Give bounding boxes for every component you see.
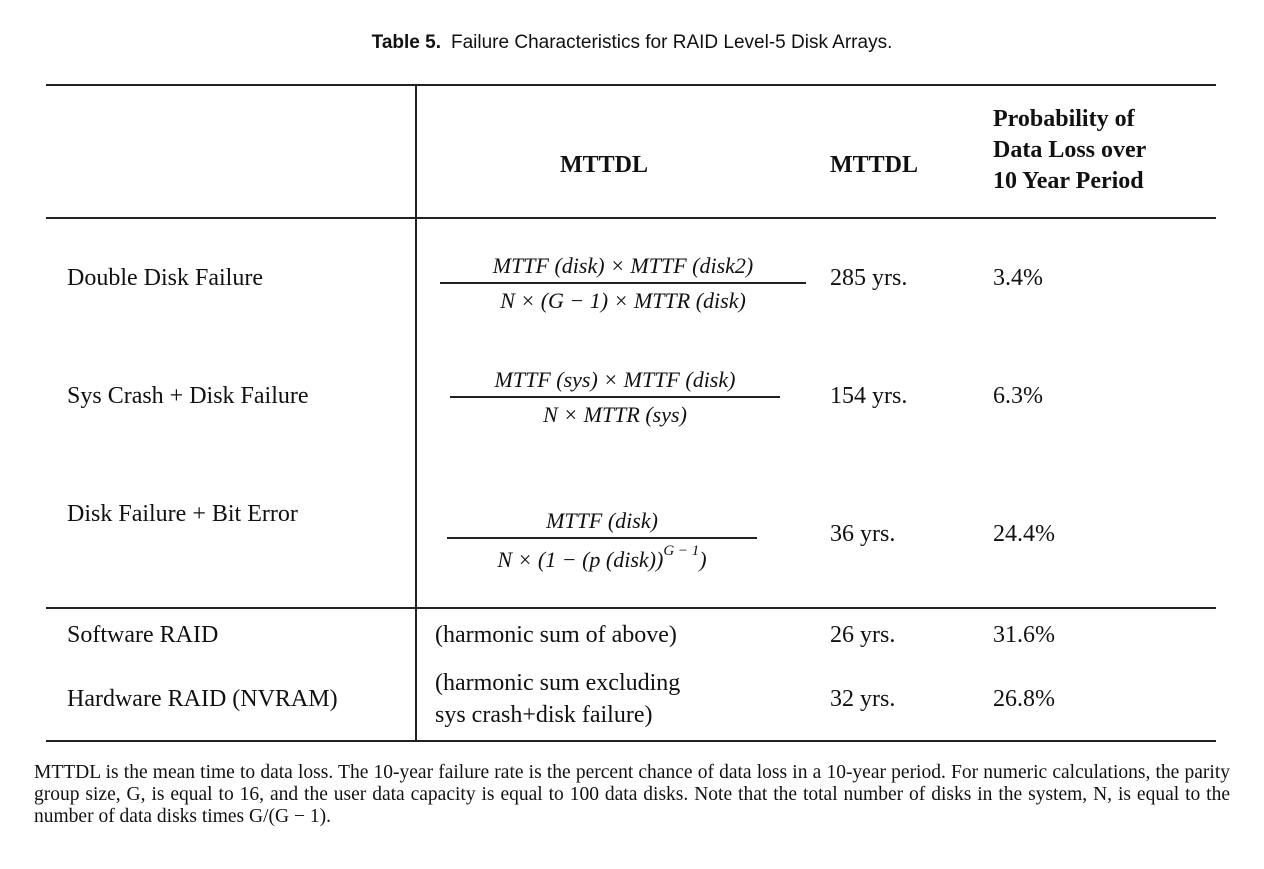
table-footnote: MTTDL is the mean time to data loss. The 10-year failure rate is the percent chance of data loss in a 10-year period. For numeric calculations, the parity group size, G, is equal to 16, and the user data capacity is equal to 100 data disks. Note that the total number of disks in the system, N, is equal to the number of data disks times G/(G − 1). [34,762,1230,827]
mttdl-value: 285 yrs. [830,265,908,291]
header-mttdl-value: MTTDL [830,152,919,178]
formula-numerator: MTTF (disk) [546,508,658,533]
table-top-rule [46,84,1216,86]
header-probability-line: 10 Year Period [993,168,1144,194]
row-label: Double Disk Failure [67,265,263,291]
mttdl-value: 26 yrs. [830,622,896,648]
table-bottom-rule [46,740,1216,742]
formula-denominator: N × MTTR (sys) [543,401,687,427]
table-caption [0,32,1264,54]
mttdl-formula [450,367,780,428]
table-summary-rule [46,607,1216,609]
data-loss-probability: 26.8% [993,686,1055,712]
header-probability [993,104,1146,197]
table-caption-label: Table 5. [371,32,441,53]
row-description: (harmonic sum excluding [435,670,681,696]
row-description: (harmonic sum of above) [435,622,677,648]
row-label: Hardware RAID (NVRAM) [67,686,338,712]
data-loss-probability: 6.3% [993,383,1043,409]
row-description: sys crash+disk failure) [435,702,653,728]
row-label: Sys Crash + Disk Failure [67,383,309,409]
header-mttdl-formula: MTTDL [560,152,649,178]
mttdl-formula [440,253,806,314]
formula-denominator-tail: ) [699,546,707,572]
mttdl-value: 154 yrs. [830,383,908,409]
data-loss-probability: 3.4% [993,265,1043,291]
formula-denominator [447,539,757,573]
header-probability-line: Data Loss over [993,137,1147,163]
mttdl-formula [447,508,757,573]
table-column-divider [415,84,417,742]
mttdl-value: 32 yrs. [830,686,896,712]
data-loss-probability: 24.4% [993,521,1055,547]
formula-exponent: G − 1 [663,542,700,559]
table-caption-title: Failure Characteristics for RAID Level-5 Disk Arrays. [451,32,893,53]
data-loss-probability: 31.6% [993,622,1055,648]
formula-numerator: MTTF (sys) × MTTF (disk) [494,367,736,392]
table-header-rule [46,217,1216,219]
formula-numerator: MTTF (disk) × MTTF (disk2) [492,253,754,278]
formula-denominator: N × (G − 1) × MTTR (disk) [500,287,746,313]
formula-denominator-main: N × (1 − (p (disk)) [497,546,664,572]
header-probability-line: Probability of [993,106,1135,132]
mttdl-value: 36 yrs. [830,521,896,547]
row-label: Software RAID [67,622,219,648]
row-label: Disk Failure + Bit Error [67,501,298,527]
